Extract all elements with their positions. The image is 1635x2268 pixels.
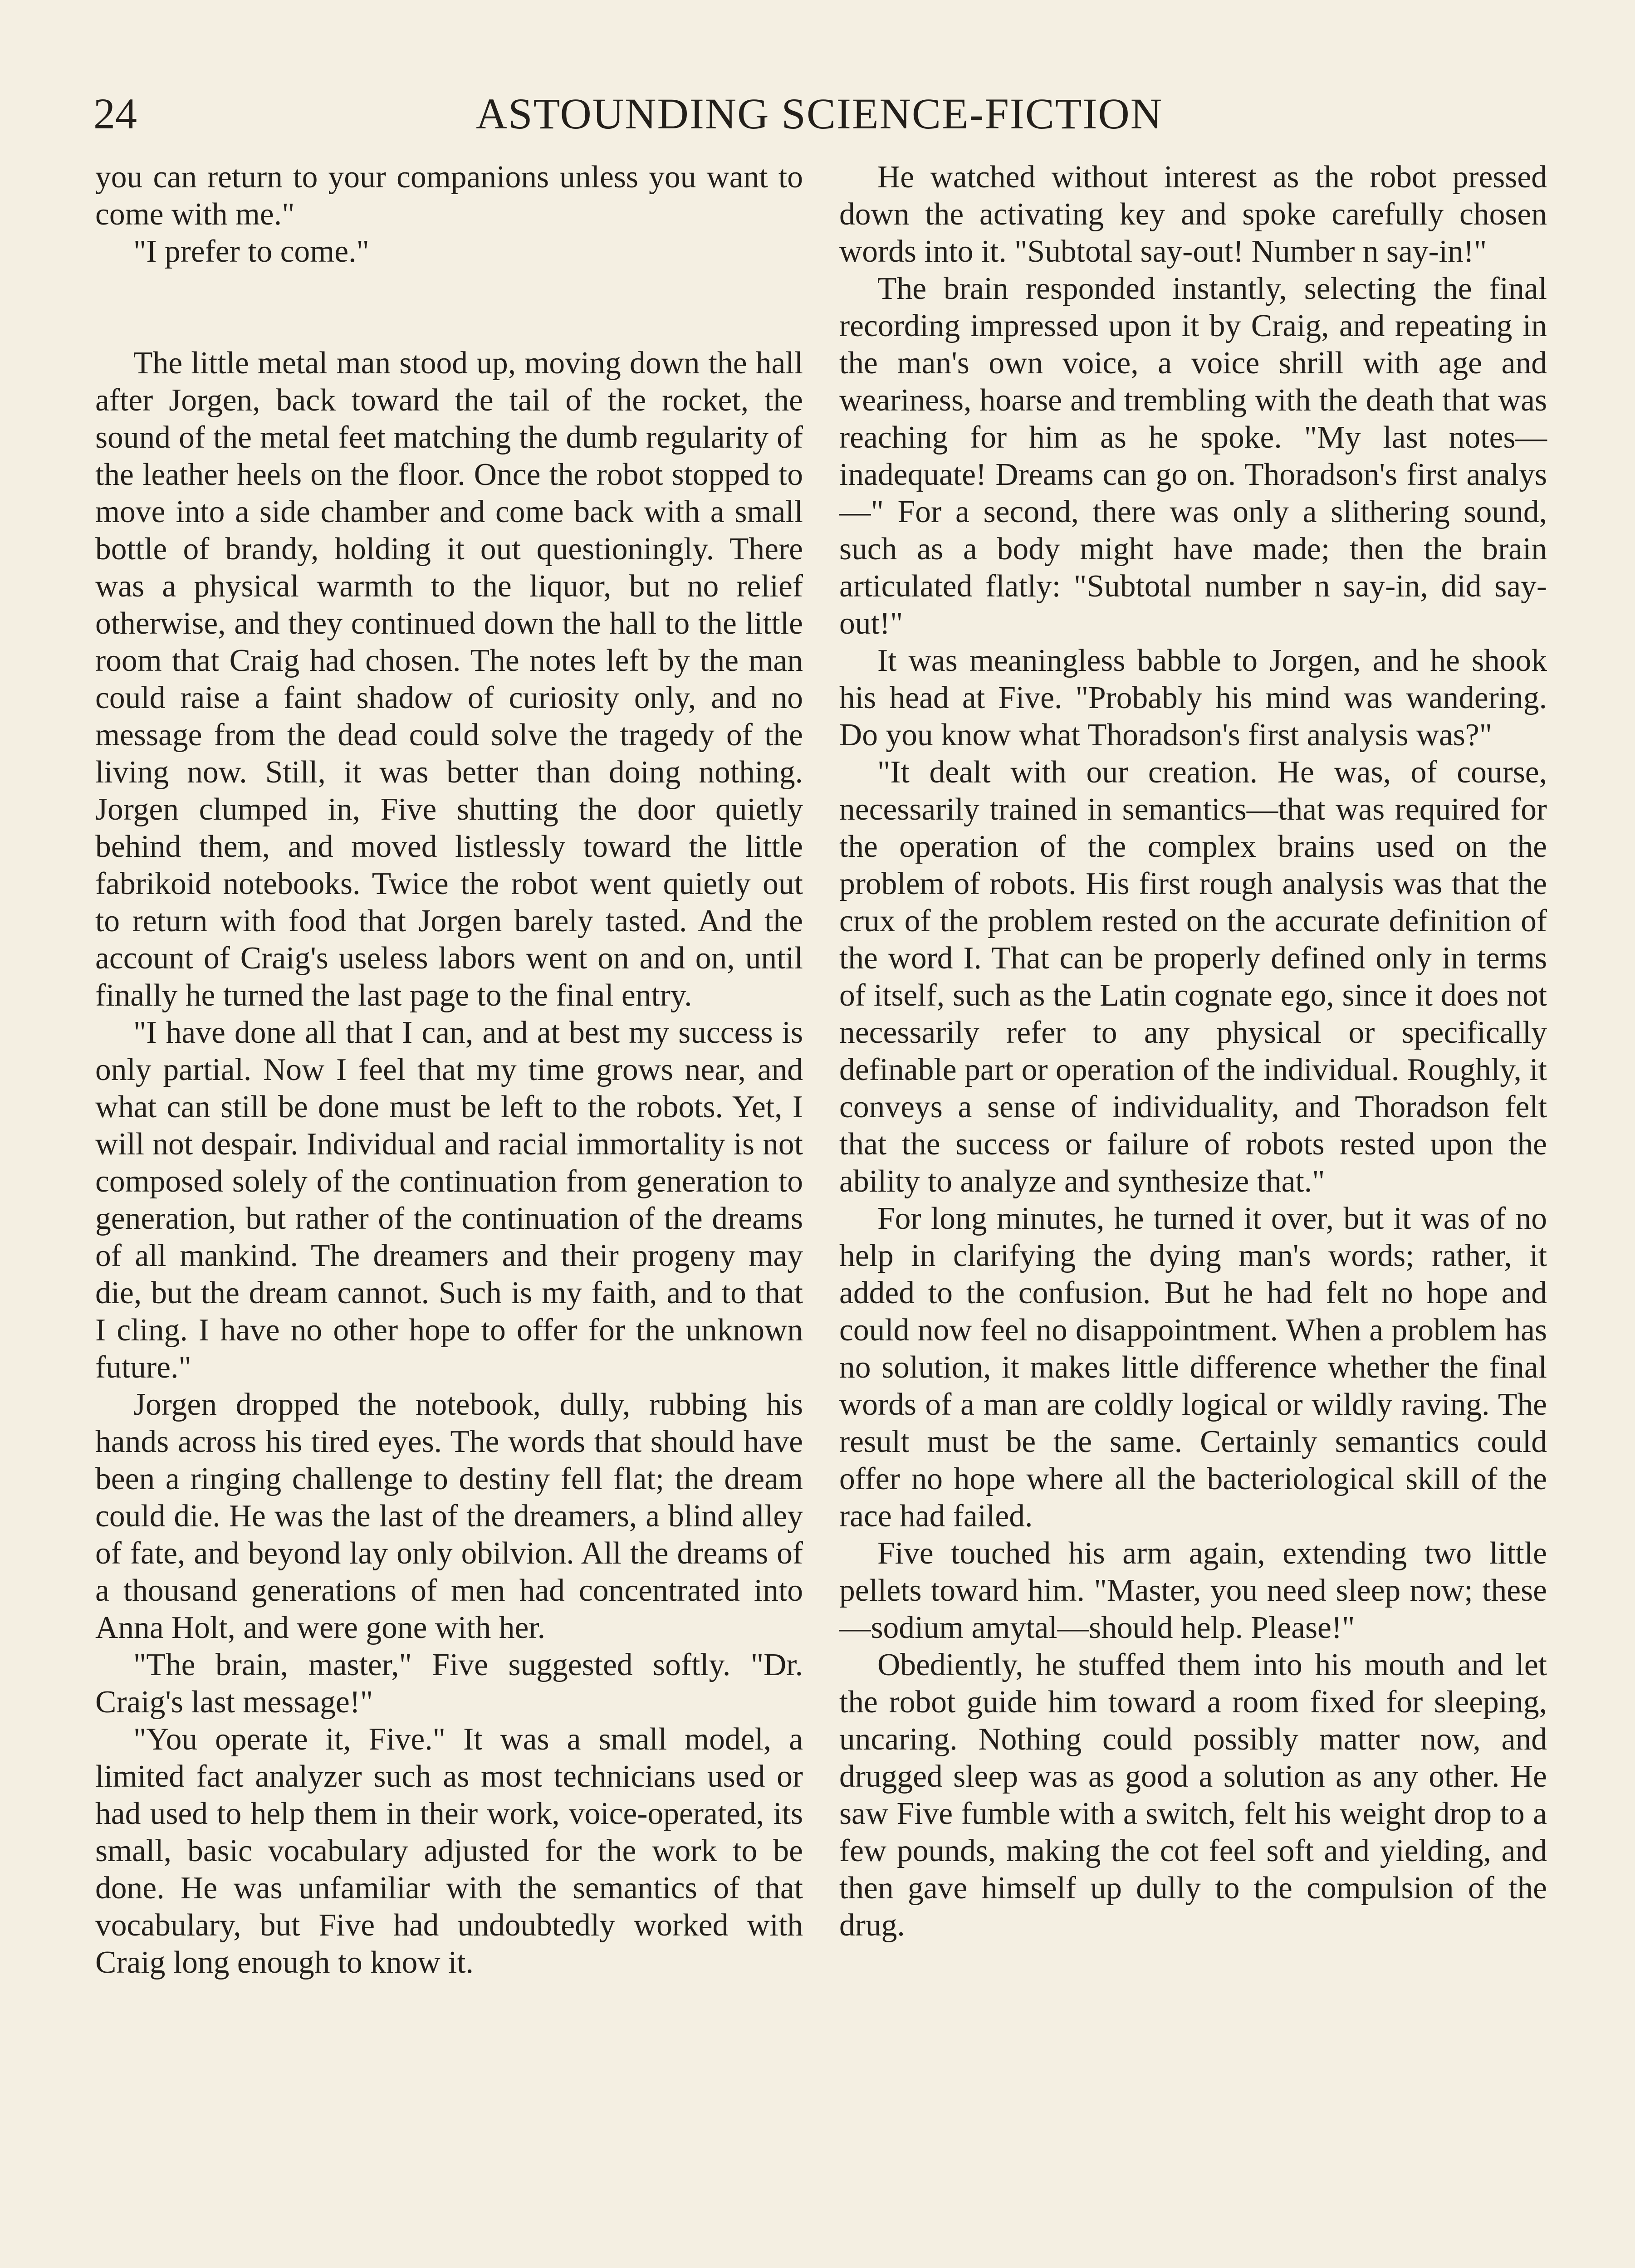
paragraph: "It dealt with our creation. He was, of course, necessarily trained in semantics—that was required for the operation of the complex brains used on the problem of robots. His first rough analysis was that the crux of the problem rested on the accurate definition of the word I. That can be properly defined only in terms of itself, such as the Latin cognate ego, since it does not necessarily refer to any physical or specifically definable part or operation of the individual. Roughly, it conveys a sense of individuality, and Thoradson felt that the success or failure of robots rested upon the ability to analyze and synthesize that." [839, 755, 1547, 1199]
paragraph: The little metal man stood up, moving down the hall after Jorgen, back toward the tail of the rocket, the sound of the metal feet matching the dumb regularity of the leather heels on the floor. Once the robot stopped to move into a side chamber and come back with a small bottle of brandy, holding it out questioningly. There was a physical warmth to the liquor, but no relief otherwise, and they continued down the hall to the little room that Craig had chosen. The notes left by the man could raise a faint shadow of curiosity only, and no message from the dead could solve the tragedy of the living now. Still, it was better than doing nothing. Jorgen clumped in, Five shutting the door quietly behind them, and moved listlessly toward the little fabrikoid notebooks. Twice the robot went quietly out to return with food that Jorgen barely tasted. And the account of Craig's useless labors went on and on, until finally he turned the last page to the final entry. [95, 346, 803, 1013]
page-header [93, 89, 1545, 148]
paragraph: "I have done all that I can, and at best my success is only partial. Now I feel that my time grows near, and what can still be done must be left to the robots. Yet, I will not despair. Individual and racial immortality is not composed solely of the continuation from generation to generation, but rather of the continuation of the dreams of all mankind. The dreamers and their progeny may die, but the dream cannot. Such is my faith, and to that I cling. I have no other hope to offer for the unknown future." [95, 1015, 803, 1385]
paragraph: The brain responded instantly, selecting the final recording impressed upon it by Craig, and repeating in the man's own voice, a voice shrill with age and weariness, hoarse and trembling with the death that was reaching for him as he spoke. "My last notes—inadequate! Dreams can go on. Thoradson's first analys—" For a second, there was only a slithering sound, such as a body might have made; then the brain articulated flatly: "Subtotal number n say-in, did say-out!" [839, 271, 1547, 641]
page-number: 24 [93, 89, 137, 138]
paragraph: "You operate it, Five." It was a small model, a limited fact analyzer such as most technicians used or had used to help them in their work, voice-operated, its small, basic vocabulary adjusted for the work to be done. He was unfamiliar with the semantics of that vocabulary, but Five had undoubtedly worked with Craig long enough to know it. [95, 1722, 803, 1980]
paragraph: "I prefer to come." [133, 234, 369, 269]
paragraph: "The brain, master," Five suggested softly. "Dr. Craig's last message!" [95, 1647, 803, 1720]
right-column [839, 159, 1547, 1944]
left-column [95, 159, 803, 1981]
paragraph: you can return to your companions unless you want to come with me." [95, 160, 803, 232]
paragraph: For long minutes, he turned it over, but it was of no help in clarifying the dying man's words; rather, it added to the confusion. But he had felt no hope and could now feel no disappointment. When a problem has no solution, it makes little difference whether the final words of a man are coldly logical or wildly raving. The result must be the same. Certainly semantics could offer no hope where all the bacteriological skill of the race had failed. [839, 1201, 1547, 1534]
paragraph: Jorgen dropped the notebook, dully, rubbing his hands across his tired eyes. The words that should have been a ringing challenge to destiny fell flat; the dream could die. He was the last of the dreamers, a blind alley of fate, and beyond lay only obilvion. All the dreams of a thousand generations of men had concentrated into Anna Holt, and were gone with her. [95, 1387, 803, 1645]
paragraph: Five touched his arm again, extending two little pellets toward him. "Master, you need sleep now; these—sodium amytal—should help. Please!" [839, 1536, 1547, 1645]
paragraph: Obediently, he stuffed them into his mouth and let the robot guide him toward a room fixed for sleeping, uncaring. Nothing could possibly matter now, and drugged sleep was as good a solution as any other. He saw Five fumble with a switch, felt his weight drop to a few pounds, making the cot feel soft and yielding, and then gave himself up dully to the compulsion of the drug. [839, 1647, 1547, 1943]
paragraph: He watched without interest as the robot pressed down the activating key and spoke carefully chosen words into it. "Subtotal say-out! Number n say-in!" [839, 160, 1547, 269]
running-title: ASTOUNDING SCIENCE-FICTION [475, 89, 1163, 138]
paragraph: It was meaningless babble to Jorgen, and he shook his head at Five. "Probably his mind was wandering. Do you know what Thoradson's first analysis was?" [839, 643, 1547, 753]
